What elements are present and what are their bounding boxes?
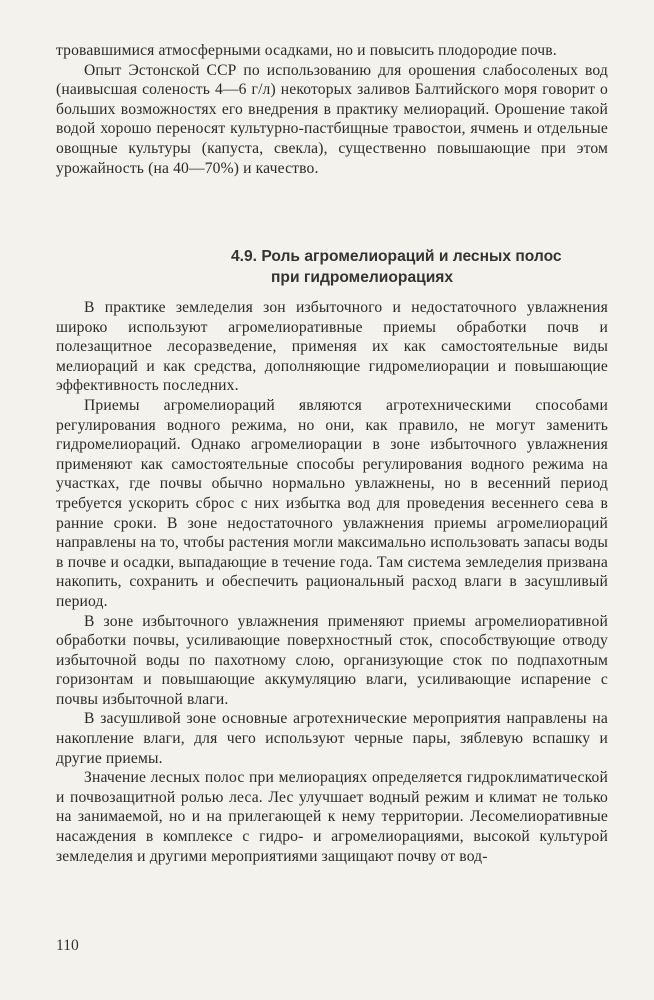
paragraph-intro: В практике земледелия зон избыточного и недостаточного увлажнения широко используют агромелиоративные приемы обработки почв и полезащитное лесоразведение, применяя их как самостоятельные виды мелиораций и как средства, дополняющие гидромелиорации и повышающие эффективность последних. [56,299,608,395]
top-text-block [56,41,608,178]
paragraph-continuation: тровавшимися атмосферными осадками, но и повысить плодородие почв. [56,42,557,59]
paragraph-estonia-experience: Опыт Эстонской ССР по использованию для орошения слабосоленых вод (наивысшая соленость 4—6 г/л) некоторых заливов Балтийского моря говорит о больших возможностях его внедрения в практику мелиораций. Орошение такой водой хорошо переносят культурно-пастбищные травостои, ячмень и отдельные овощные культуры (капуста, свекла), существенно повышающие при этом урожайность (на 40—70%) и качество. [56,61,608,177]
paragraph-forest-belts: Значение лесных полос при мелиорациях определяется гидроклиматической и почвозащитной ролью леса. Лес улучшает водный режим и климат не только на занимаемой, но и на прилегающей к нему территории. Лесомелиоративные насаждения в комплексе с гидро- и агромелиорациями, высокой культурой земледелия и другими мероприятиями защищают почву от вод- [56,769,608,865]
section-heading-line2: при гидромелиорациях [271,269,454,286]
paragraph-agromelioration-methods: Приемы агромелиораций являются агротехническими способами регулирования водного режима, но они, как правило, не могут заменить гидромелиораций. Однако агромелиорации в зоне избыточного увлажнения применяют как самостоятельные способы регулирования водного режима на участках, где почвы обычно нормально увлажнены, но в весенний период требуется ускорить сброс с них избытка вод для проведения весеннего сева в ранние сроки. В зоне недостаточного увлажнения приемы агромелиораций направлены на то, чтобы растения могли максимально использовать запасы воды в почве и осадки, выпадающие в течение года. Там система земледелия призвана накопить, сохранить и обеспечить рациональный расход влаги в засушливый период. [56,396,608,610]
section-heading-line1: 4.9. Роль агромелиораций и лесных полос [231,248,562,265]
paragraph-arid-zone: В засушливой зоне основные агротехнические мероприятия направлены на накопление влаги, для чего используют черные пары, зяблевую вспашку и другие приемы. [56,710,608,767]
paragraph-excess-moisture-zone: В зоне избыточного увлажнения применяют приемы агромелиоративной обработки почвы, усиливающие поверхностный сток, способствующие отводу избыточной воды по пахотному слою, организующие сток по подпахотным горизонтам и повышающие аккумуляцию влаги, усиливающие испарение с почвы избыточной влаги. [56,612,608,708]
main-text-block [56,298,608,866]
page-number: 110 [56,937,79,954]
section-heading [56,246,608,288]
